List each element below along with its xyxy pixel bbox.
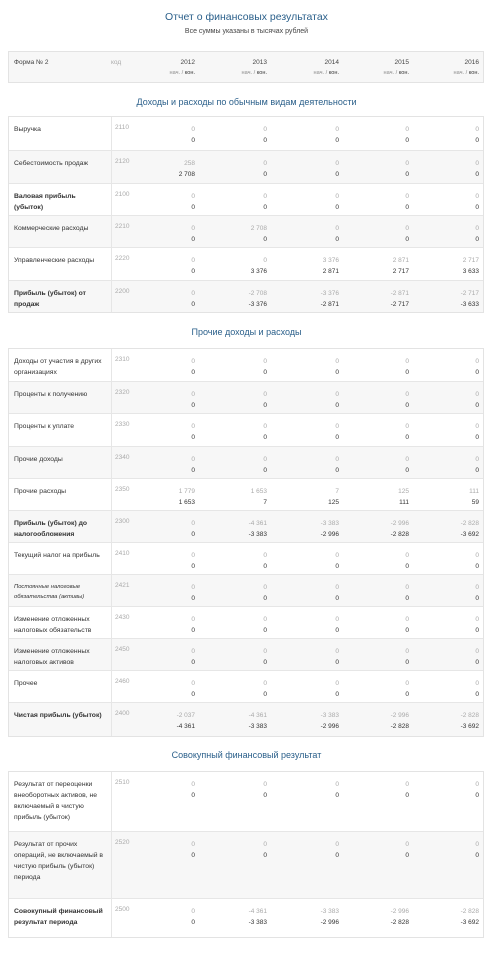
start-value: -2 996 (390, 520, 409, 527)
start-value: -3 383 (320, 908, 339, 915)
row-code: 2510 (111, 772, 135, 831)
end-value: 0 (405, 204, 409, 211)
table-row (9, 702, 483, 736)
end-value: -3 383 (248, 919, 267, 926)
section-title: Доходы и расходы по обычным видам деятельности (136, 97, 357, 107)
start-value: 0 (405, 358, 409, 365)
end-value: 0 (475, 171, 479, 178)
end-value: 0 (263, 236, 267, 243)
start-value: 0 (263, 781, 267, 788)
start-value: 0 (335, 423, 339, 430)
row-name: Прочие доходы (14, 456, 63, 463)
start-value: 0 (405, 423, 409, 430)
start-value: 0 (263, 193, 267, 200)
start-value: 0 (475, 648, 479, 655)
start-value: -4 361 (248, 712, 267, 719)
start-value: 3 376 (322, 257, 339, 264)
end-value: 0 (405, 434, 409, 441)
year-header-2016: 2016 (464, 59, 479, 66)
end-value: 0 (475, 137, 479, 144)
end-value: -2 828 (390, 723, 409, 730)
end-value: 0 (475, 402, 479, 409)
row-code: 2410 (111, 543, 135, 574)
end-value: 0 (475, 563, 479, 570)
end-value: 0 (405, 627, 409, 634)
start-value: 0 (405, 616, 409, 623)
row-code: 2330 (111, 414, 135, 446)
end-value: 0 (191, 792, 195, 799)
start-value: 0 (405, 126, 409, 133)
start-value: 0 (191, 193, 195, 200)
row-name: Прочие расходы (14, 488, 67, 495)
row-name: Управленческие расходы (14, 257, 95, 264)
row-code: 2421 (111, 575, 135, 606)
end-value: 0 (335, 236, 339, 243)
start-value: 0 (405, 193, 409, 200)
table-row (9, 117, 483, 150)
start-value: 125 (398, 488, 409, 495)
start-value: 0 (335, 160, 339, 167)
start-value: 0 (475, 160, 479, 167)
start-value: 0 (191, 616, 195, 623)
end-value: 0 (335, 691, 339, 698)
start-value: 0 (263, 423, 267, 430)
end-value: 0 (335, 434, 339, 441)
page-title: Отчет о финансовых результатах (165, 11, 328, 23)
start-value: 0 (263, 616, 267, 623)
end-value: 0 (475, 204, 479, 211)
end-value: 0 (191, 369, 195, 376)
start-value: 0 (191, 225, 195, 232)
end-value: 59 (471, 499, 479, 506)
row-code: 2100 (111, 184, 135, 215)
end-value: -3 692 (460, 919, 479, 926)
end-value: 2 708 (178, 171, 195, 178)
table-row (9, 574, 483, 606)
end-value: -2 717 (390, 301, 409, 308)
row-name: Прибыль (убыток) до налогообложения (14, 520, 88, 538)
end-value: 0 (191, 434, 195, 441)
end-value: 0 (335, 137, 339, 144)
start-value: -3 383 (320, 520, 339, 527)
start-value: 0 (335, 456, 339, 463)
start-value: 0 (263, 841, 267, 848)
row-code: 2310 (111, 349, 135, 381)
end-value: -3 383 (248, 531, 267, 538)
end-value: -3 692 (460, 531, 479, 538)
start-value: 0 (405, 648, 409, 655)
end-value: -2 996 (320, 919, 339, 926)
start-value: 0 (475, 781, 479, 788)
page-subtitle: Все суммы указаны в тысячах рублей (184, 28, 309, 35)
start-value: 0 (335, 680, 339, 687)
row-code: 2430 (111, 607, 135, 638)
start-value: 0 (475, 841, 479, 848)
period-subheader: нач. / кон. (241, 70, 267, 76)
end-value: 0 (191, 137, 195, 144)
row-code: 2350 (111, 479, 135, 510)
start-value: 0 (475, 193, 479, 200)
start-value: 0 (191, 423, 195, 430)
end-value: 0 (335, 659, 339, 666)
end-value: 0 (191, 627, 195, 634)
start-value: 0 (191, 781, 195, 788)
start-value: 0 (335, 584, 339, 591)
end-value: 0 (475, 659, 479, 666)
row-code: 2460 (111, 671, 135, 702)
start-value: -4 361 (248, 520, 267, 527)
end-value: 0 (191, 659, 195, 666)
end-value: 3 633 (462, 268, 479, 275)
start-value: -2 037 (176, 712, 195, 719)
end-value: 0 (475, 792, 479, 799)
table-row (9, 183, 483, 215)
row-code: 2520 (111, 832, 135, 898)
end-value: 0 (475, 627, 479, 634)
end-value: 0 (475, 434, 479, 441)
start-value: 0 (335, 616, 339, 623)
period-subheader: нач. / кон. (453, 70, 479, 76)
end-value: 0 (405, 171, 409, 178)
period-subheader: нач. / кон. (383, 70, 409, 76)
start-value: 0 (405, 391, 409, 398)
start-value: 0 (475, 456, 479, 463)
end-value: 0 (263, 627, 267, 634)
end-value: 0 (263, 792, 267, 799)
section-table (8, 116, 484, 313)
end-value: -2 996 (320, 531, 339, 538)
start-value: -2 828 (460, 520, 479, 527)
start-value: 0 (263, 648, 267, 655)
start-value: 0 (263, 257, 267, 264)
start-value: 0 (191, 552, 195, 559)
start-value: 0 (475, 391, 479, 398)
table-row (9, 831, 483, 898)
end-value: 0 (191, 236, 195, 243)
end-value: 0 (191, 402, 195, 409)
start-value: 0 (475, 358, 479, 365)
end-value: -4 361 (176, 723, 195, 730)
end-value: 0 (263, 204, 267, 211)
end-value: 7 (263, 499, 267, 506)
end-value: 0 (335, 171, 339, 178)
start-value: 1 779 (178, 488, 195, 495)
row-name: Доходы от участия в других организациях (14, 358, 102, 376)
start-value: -2 717 (460, 290, 479, 297)
row-code: 2400 (111, 703, 135, 736)
row-name: Прибыль (убыток) от продаж (14, 290, 86, 308)
end-value: -2 828 (390, 531, 409, 538)
end-value: 0 (335, 792, 339, 799)
start-value: 0 (263, 456, 267, 463)
end-value: 0 (405, 137, 409, 144)
start-value: 2 708 (250, 225, 267, 232)
row-code: 2120 (111, 151, 135, 183)
start-value: -2 871 (390, 290, 409, 297)
start-value: 0 (191, 456, 195, 463)
end-value: 0 (263, 563, 267, 570)
start-value: 0 (475, 680, 479, 687)
end-value: 0 (335, 402, 339, 409)
row-code: 2340 (111, 447, 135, 478)
start-value: -2 708 (248, 290, 267, 297)
table-row (9, 670, 483, 702)
start-value: 0 (263, 126, 267, 133)
start-value: 0 (335, 391, 339, 398)
start-value: 2 871 (392, 257, 409, 264)
section-table (8, 771, 484, 938)
start-value: 0 (405, 680, 409, 687)
start-value: 0 (263, 552, 267, 559)
end-value: 0 (263, 369, 267, 376)
start-value: 0 (475, 423, 479, 430)
end-value: 0 (263, 402, 267, 409)
end-value: 0 (263, 691, 267, 698)
start-value: 0 (475, 616, 479, 623)
end-value: 0 (405, 402, 409, 409)
code-label: код (111, 59, 122, 66)
row-name: Изменение отложенных налоговых обязательств (14, 616, 92, 634)
end-value: 0 (475, 369, 479, 376)
row-code: 2300 (111, 511, 135, 542)
end-value: 0 (335, 595, 339, 602)
start-value: 0 (335, 781, 339, 788)
start-value: 0 (335, 841, 339, 848)
row-name: Изменение отложенных налоговых активов (14, 648, 90, 666)
start-value: 0 (475, 126, 479, 133)
start-value: 0 (263, 358, 267, 365)
year-header-2015: 2015 (394, 59, 409, 66)
start-value: -4 361 (248, 908, 267, 915)
row-name: Прочее (14, 680, 38, 687)
end-value: 111 (399, 499, 409, 506)
end-value: 2 871 (322, 268, 339, 275)
table-row (9, 638, 483, 670)
start-value: 0 (475, 584, 479, 591)
end-value: 0 (475, 467, 479, 474)
start-value: 0 (335, 126, 339, 133)
end-value: 0 (335, 467, 339, 474)
period-subheader: нач. / кон. (169, 70, 195, 76)
start-value: 0 (405, 552, 409, 559)
end-value: 0 (405, 236, 409, 243)
end-value: -3 376 (248, 301, 267, 308)
end-value: 0 (191, 563, 195, 570)
row-code: 2200 (111, 281, 135, 312)
row-name: Чистая прибыль (убыток) (14, 712, 102, 719)
end-value: 0 (405, 852, 409, 859)
start-value: 0 (405, 225, 409, 232)
row-code: 2110 (111, 117, 135, 150)
row-code: 2210 (111, 216, 135, 247)
end-value: -3 633 (460, 301, 479, 308)
end-value: 0 (191, 204, 195, 211)
start-value: -2 996 (390, 908, 409, 915)
end-value: 0 (263, 852, 267, 859)
start-value: 0 (335, 648, 339, 655)
end-value: 0 (263, 137, 267, 144)
end-value: 2 717 (392, 268, 409, 275)
start-value: 7 (335, 488, 339, 495)
table-header (8, 51, 484, 83)
start-value: 0 (191, 520, 195, 527)
start-value: 0 (191, 290, 195, 297)
end-value: 0 (191, 691, 195, 698)
table-row (9, 150, 483, 183)
start-value: 0 (263, 391, 267, 398)
start-value: 0 (405, 160, 409, 167)
start-value: -2 828 (460, 908, 479, 915)
start-value: 0 (191, 126, 195, 133)
end-value: 125 (328, 499, 339, 506)
period-subheader: нач. / кон. (313, 70, 339, 76)
table-row (9, 446, 483, 478)
row-name: Проценты к получению (14, 391, 88, 398)
end-value: 0 (191, 595, 195, 602)
table-row (9, 349, 483, 381)
end-value: 0 (335, 563, 339, 570)
end-value: -3 692 (460, 723, 479, 730)
table-row (9, 381, 483, 413)
start-value: 0 (405, 584, 409, 591)
end-value: 0 (263, 434, 267, 441)
year-header-2014: 2014 (324, 59, 339, 66)
end-value: -2 996 (320, 723, 339, 730)
end-value: 0 (405, 467, 409, 474)
start-value: 0 (191, 257, 195, 264)
row-name: Себестоимость продаж (14, 160, 88, 167)
start-value: -3 383 (320, 712, 339, 719)
start-value: 0 (263, 584, 267, 591)
section-title: Совокупный финансовый результат (171, 750, 322, 760)
end-value: 0 (191, 467, 195, 474)
row-name: Валовая прибыль (убыток) (14, 193, 76, 211)
end-value: 0 (263, 595, 267, 602)
year-header-2013: 2013 (252, 59, 267, 66)
year-header-2012: 2012 (180, 59, 195, 66)
table-row (9, 413, 483, 446)
end-value: 0 (263, 467, 267, 474)
table-row (9, 215, 483, 247)
end-value: 0 (475, 595, 479, 602)
start-value: 0 (191, 680, 195, 687)
row-code: 2500 (111, 899, 135, 937)
start-value: 258 (184, 160, 195, 167)
end-value: 0 (263, 659, 267, 666)
row-name: Проценты к уплате (14, 423, 75, 430)
end-value: 0 (335, 369, 339, 376)
start-value: 2 717 (462, 257, 479, 264)
start-value: 0 (335, 225, 339, 232)
row-name: Совокупный финансовый результат периода (14, 908, 103, 926)
end-value: 0 (405, 691, 409, 698)
start-value: 0 (191, 841, 195, 848)
end-value: -2 871 (320, 301, 339, 308)
start-value: -2 828 (460, 712, 479, 719)
start-value: 1 653 (250, 488, 267, 495)
section-table (8, 348, 484, 737)
start-value: 0 (263, 160, 267, 167)
start-value: 0 (263, 680, 267, 687)
start-value: 0 (191, 648, 195, 655)
end-value: 0 (191, 268, 195, 275)
row-code: 2320 (111, 382, 135, 413)
row-name: Результат от переоценки внеоборотных активов, не включаемый в чистую прибыль (убыток) (14, 781, 98, 821)
end-value: 3 376 (250, 268, 267, 275)
end-value: 0 (335, 627, 339, 634)
row-name: Результат от прочих операций, не включаемый в чистую прибыль (убыток) периода (14, 841, 104, 881)
table-row (9, 510, 483, 542)
start-value: 0 (405, 456, 409, 463)
end-value: 1 653 (178, 499, 195, 506)
start-value: 0 (191, 584, 195, 591)
end-value: 0 (475, 691, 479, 698)
start-value: -3 376 (320, 290, 339, 297)
section-title: Прочие доходы и расходы (191, 327, 302, 337)
end-value: 0 (475, 852, 479, 859)
table-row (9, 898, 483, 937)
start-value: 0 (191, 391, 195, 398)
start-value: 0 (475, 552, 479, 559)
end-value: 0 (191, 919, 195, 926)
end-value: 0 (475, 236, 479, 243)
end-value: 0 (405, 563, 409, 570)
row-name: Коммерческие расходы (14, 225, 89, 232)
start-value: 0 (191, 358, 195, 365)
table-row (9, 478, 483, 510)
end-value: 0 (405, 369, 409, 376)
end-value: 0 (191, 852, 195, 859)
start-value: 0 (335, 552, 339, 559)
start-value: -2 996 (390, 712, 409, 719)
end-value: 0 (405, 792, 409, 799)
table-row (9, 772, 483, 831)
row-name: Текущий налог на прибыль (14, 552, 100, 559)
table-row (9, 606, 483, 638)
end-value: -3 383 (248, 723, 267, 730)
row-name: Выручка (14, 126, 41, 133)
start-value: 0 (475, 225, 479, 232)
end-value: -2 828 (390, 919, 409, 926)
end-value: 0 (263, 171, 267, 178)
row-code: 2450 (111, 639, 135, 670)
table-row (9, 542, 483, 574)
form-label: Форма № 2 (14, 59, 49, 66)
table-row (9, 280, 483, 312)
start-value: 0 (405, 841, 409, 848)
end-value: 0 (191, 531, 195, 538)
end-value: 0 (335, 852, 339, 859)
start-value: 0 (191, 908, 195, 915)
end-value: 0 (335, 204, 339, 211)
row-name: Постоянные налоговые обязательства (активы) (14, 584, 85, 600)
start-value: 111 (469, 488, 479, 495)
table-row (9, 247, 483, 280)
start-value: 0 (335, 193, 339, 200)
row-code: 2220 (111, 248, 135, 280)
end-value: 0 (405, 595, 409, 602)
end-value: 0 (405, 659, 409, 666)
start-value: 0 (335, 358, 339, 365)
start-value: 0 (405, 781, 409, 788)
end-value: 0 (191, 301, 195, 308)
